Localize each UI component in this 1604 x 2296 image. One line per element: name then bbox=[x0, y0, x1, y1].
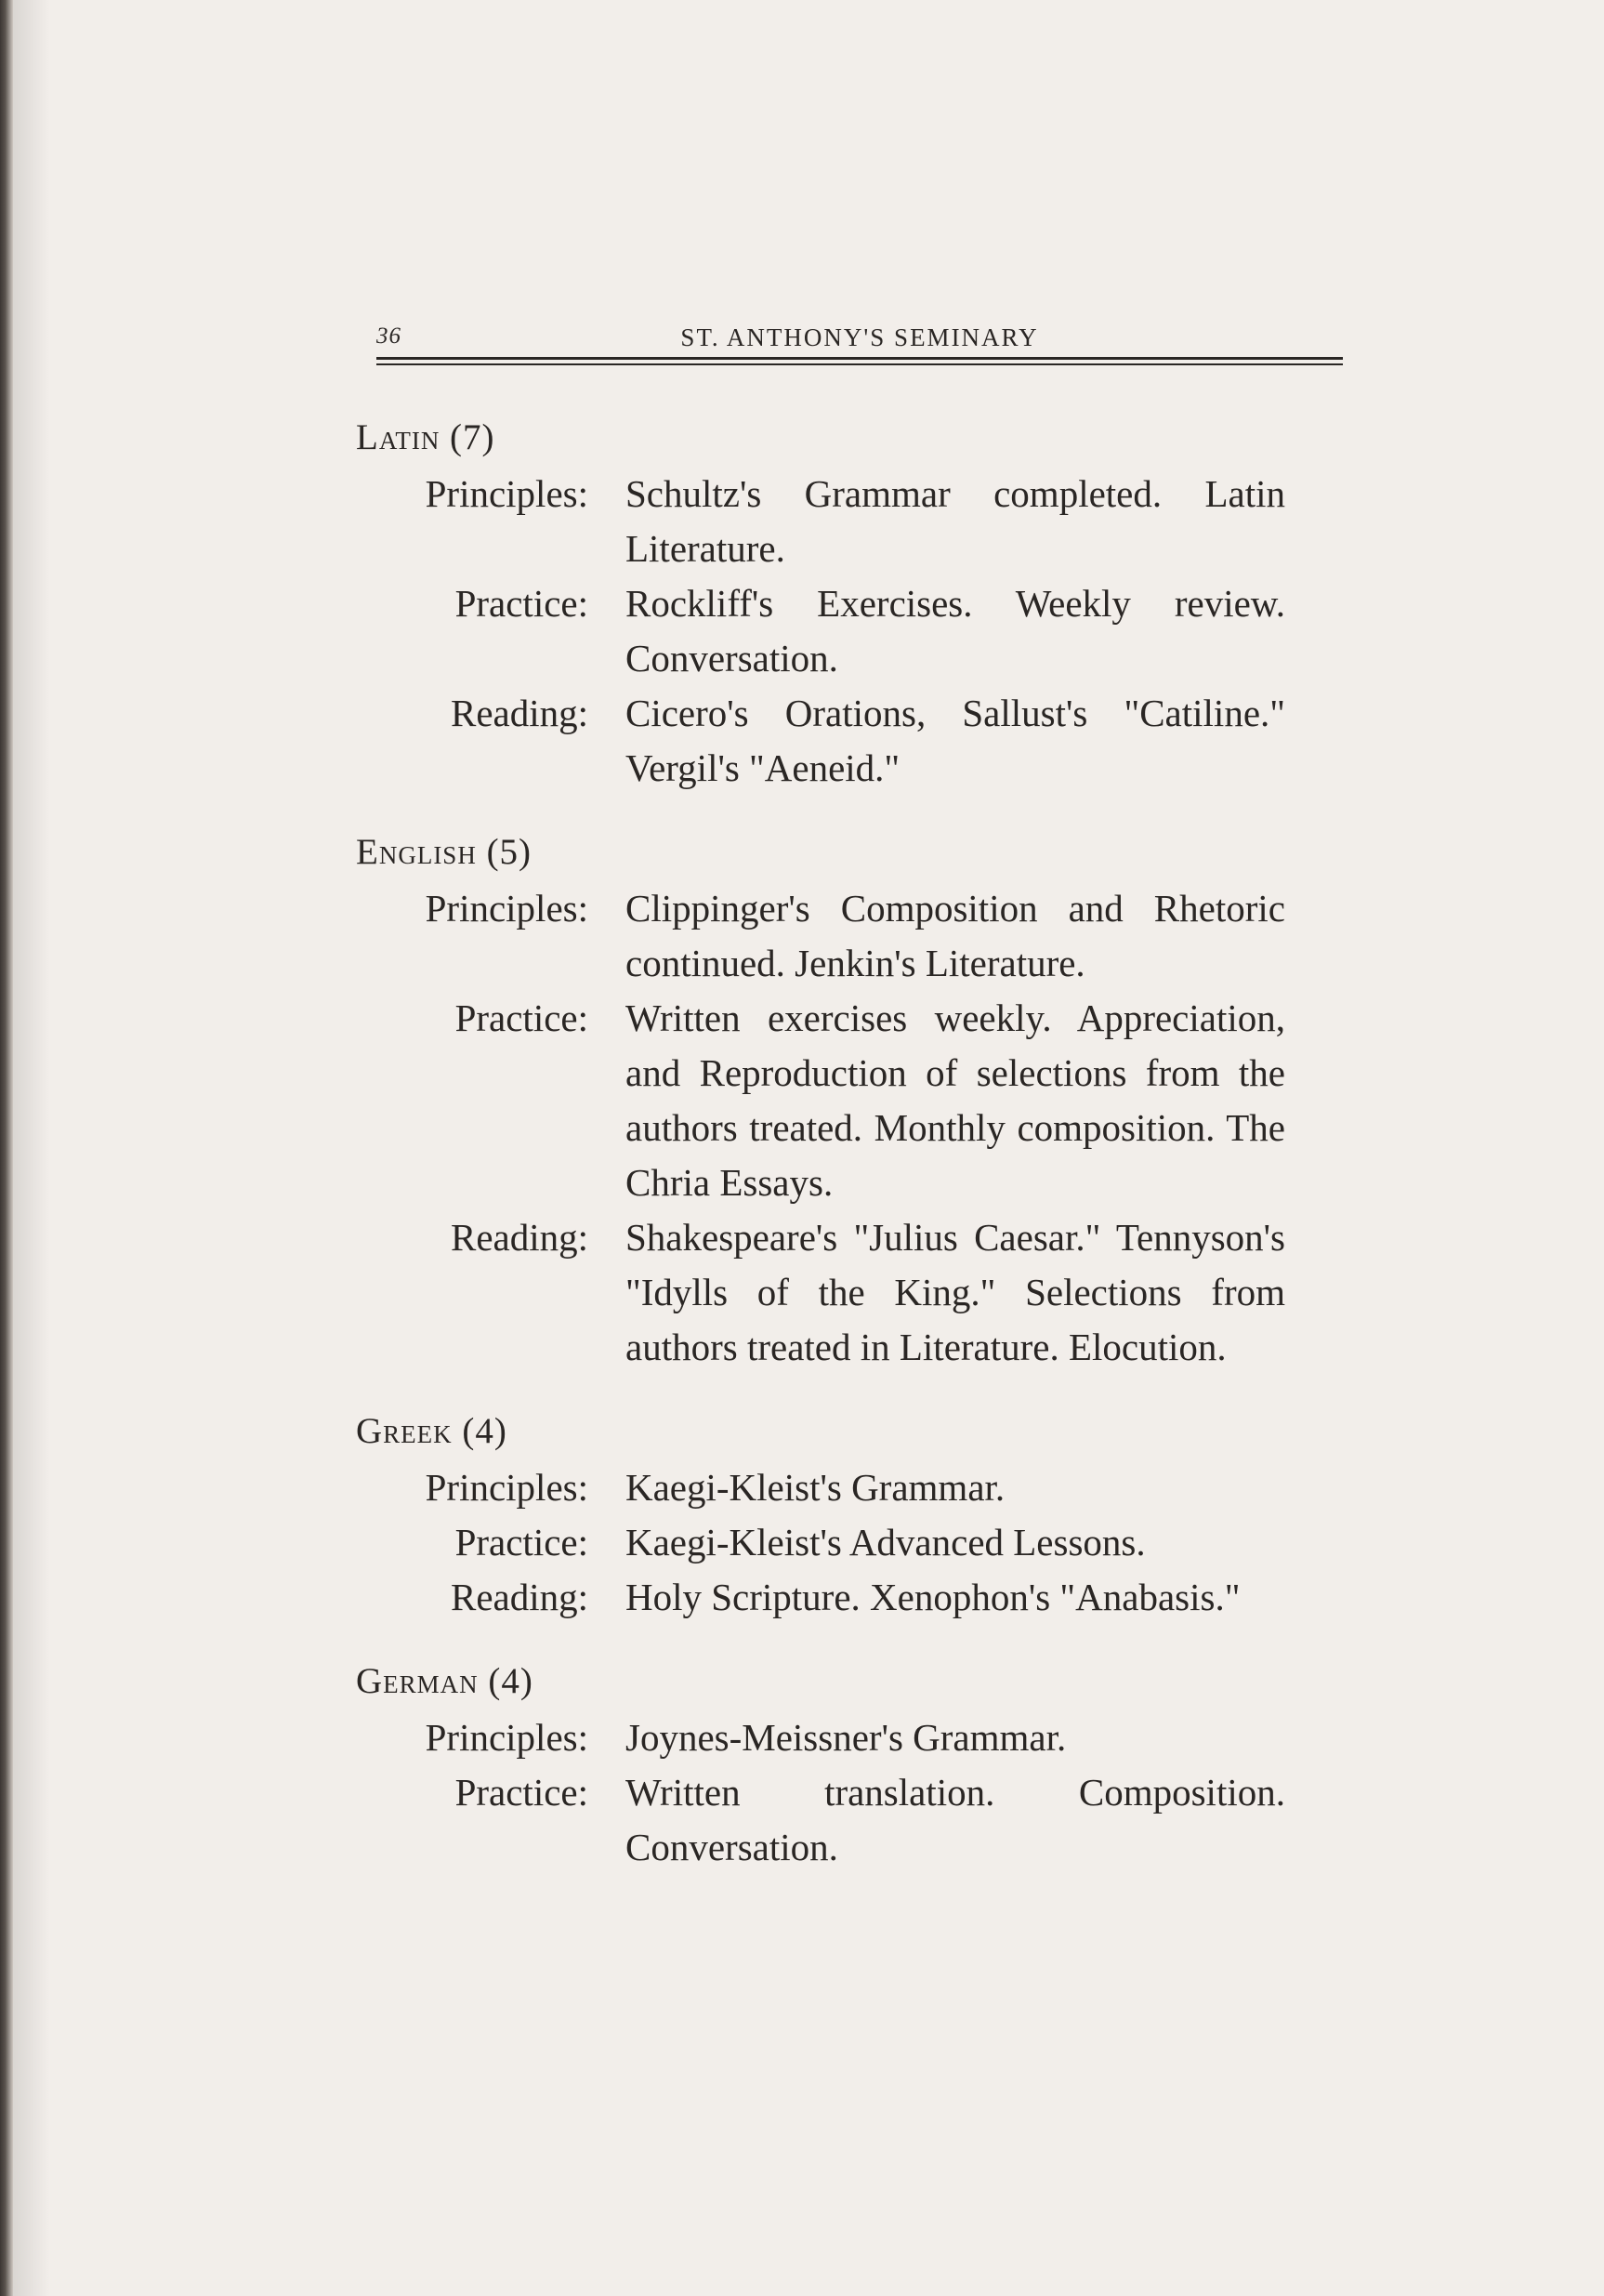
entry-text: Written exercises weekly. Appreciation, and Reproduction of selections from the authors treated. Monthly composition. The Chria Essays. bbox=[625, 996, 1285, 1204]
entry-text: Written translation. Composition. Conversation. bbox=[625, 1771, 1285, 1868]
entry-text: Kaegi-Kleist's Advanced Lessons. bbox=[625, 1521, 1146, 1564]
entry-practice bbox=[356, 576, 1350, 686]
book-binding-edge bbox=[0, 0, 13, 2296]
entry-label: Principles: bbox=[425, 472, 588, 515]
entry-text: Cicero's Orations, Sallust's "Catiline." Vergil's "Aeneid." bbox=[625, 692, 1285, 789]
entry-label: Reading: bbox=[450, 692, 588, 734]
subject-latin bbox=[356, 409, 1350, 796]
entry-text: Shakespeare's "Julius Caesar." Tennyson's "Idylls of the King." Selections from authors treated in Literature. Elocution. bbox=[625, 1216, 1285, 1368]
entry-label: Principles: bbox=[425, 887, 588, 930]
subject-greek bbox=[356, 1403, 1350, 1625]
entry-practice bbox=[356, 991, 1350, 1210]
course-listing bbox=[356, 409, 1350, 1903]
entry-label: Reading: bbox=[450, 1576, 588, 1618]
entry-text: Holy Scripture. Xenophon's "Anabasis." bbox=[625, 1576, 1241, 1618]
page-number: 36 bbox=[376, 323, 401, 349]
entry-text: Clippinger's Composition and Rhetoric continued. Jenkin's Literature. bbox=[625, 887, 1285, 984]
entry-practice bbox=[356, 1765, 1350, 1875]
entry-principles bbox=[356, 1460, 1350, 1515]
header-rule-secondary bbox=[376, 363, 1343, 365]
subject-title: German (4) bbox=[356, 1661, 533, 1701]
header-rule bbox=[376, 357, 1343, 360]
binding-shadow bbox=[13, 0, 50, 2296]
page-header bbox=[376, 316, 1343, 372]
entry-text: Rockliff's Exercises. Weekly review. Conversation. bbox=[625, 582, 1285, 680]
subject-english bbox=[356, 824, 1350, 1375]
entry-principles bbox=[356, 467, 1350, 576]
subject-title: English (5) bbox=[356, 832, 532, 872]
entry-label: Principles: bbox=[425, 1466, 588, 1509]
entry-reading bbox=[356, 1570, 1350, 1625]
entry-reading bbox=[356, 686, 1350, 796]
entry-text: Schultz's Grammar completed. Latin Literature. bbox=[625, 472, 1285, 570]
running-head: ST. ANTHONY'S SEMINARY bbox=[680, 323, 1039, 351]
entry-text: Joynes-Meissner's Grammar. bbox=[625, 1716, 1067, 1759]
entry-principles bbox=[356, 1710, 1350, 1765]
entry-label: Practice: bbox=[454, 996, 588, 1039]
entry-label: Principles: bbox=[425, 1716, 588, 1759]
entry-text: Kaegi-Kleist's Grammar. bbox=[625, 1466, 1006, 1509]
subject-german bbox=[356, 1653, 1350, 1875]
subject-title: Greek (4) bbox=[356, 1411, 507, 1451]
entry-label: Practice: bbox=[454, 1771, 588, 1814]
entry-label: Practice: bbox=[454, 1521, 588, 1564]
entry-practice bbox=[356, 1515, 1350, 1570]
entry-label: Reading: bbox=[450, 1216, 588, 1259]
entry-principles bbox=[356, 881, 1350, 991]
entry-label: Practice: bbox=[454, 582, 588, 625]
subject-title: Latin (7) bbox=[356, 417, 495, 457]
entry-reading bbox=[356, 1210, 1350, 1375]
